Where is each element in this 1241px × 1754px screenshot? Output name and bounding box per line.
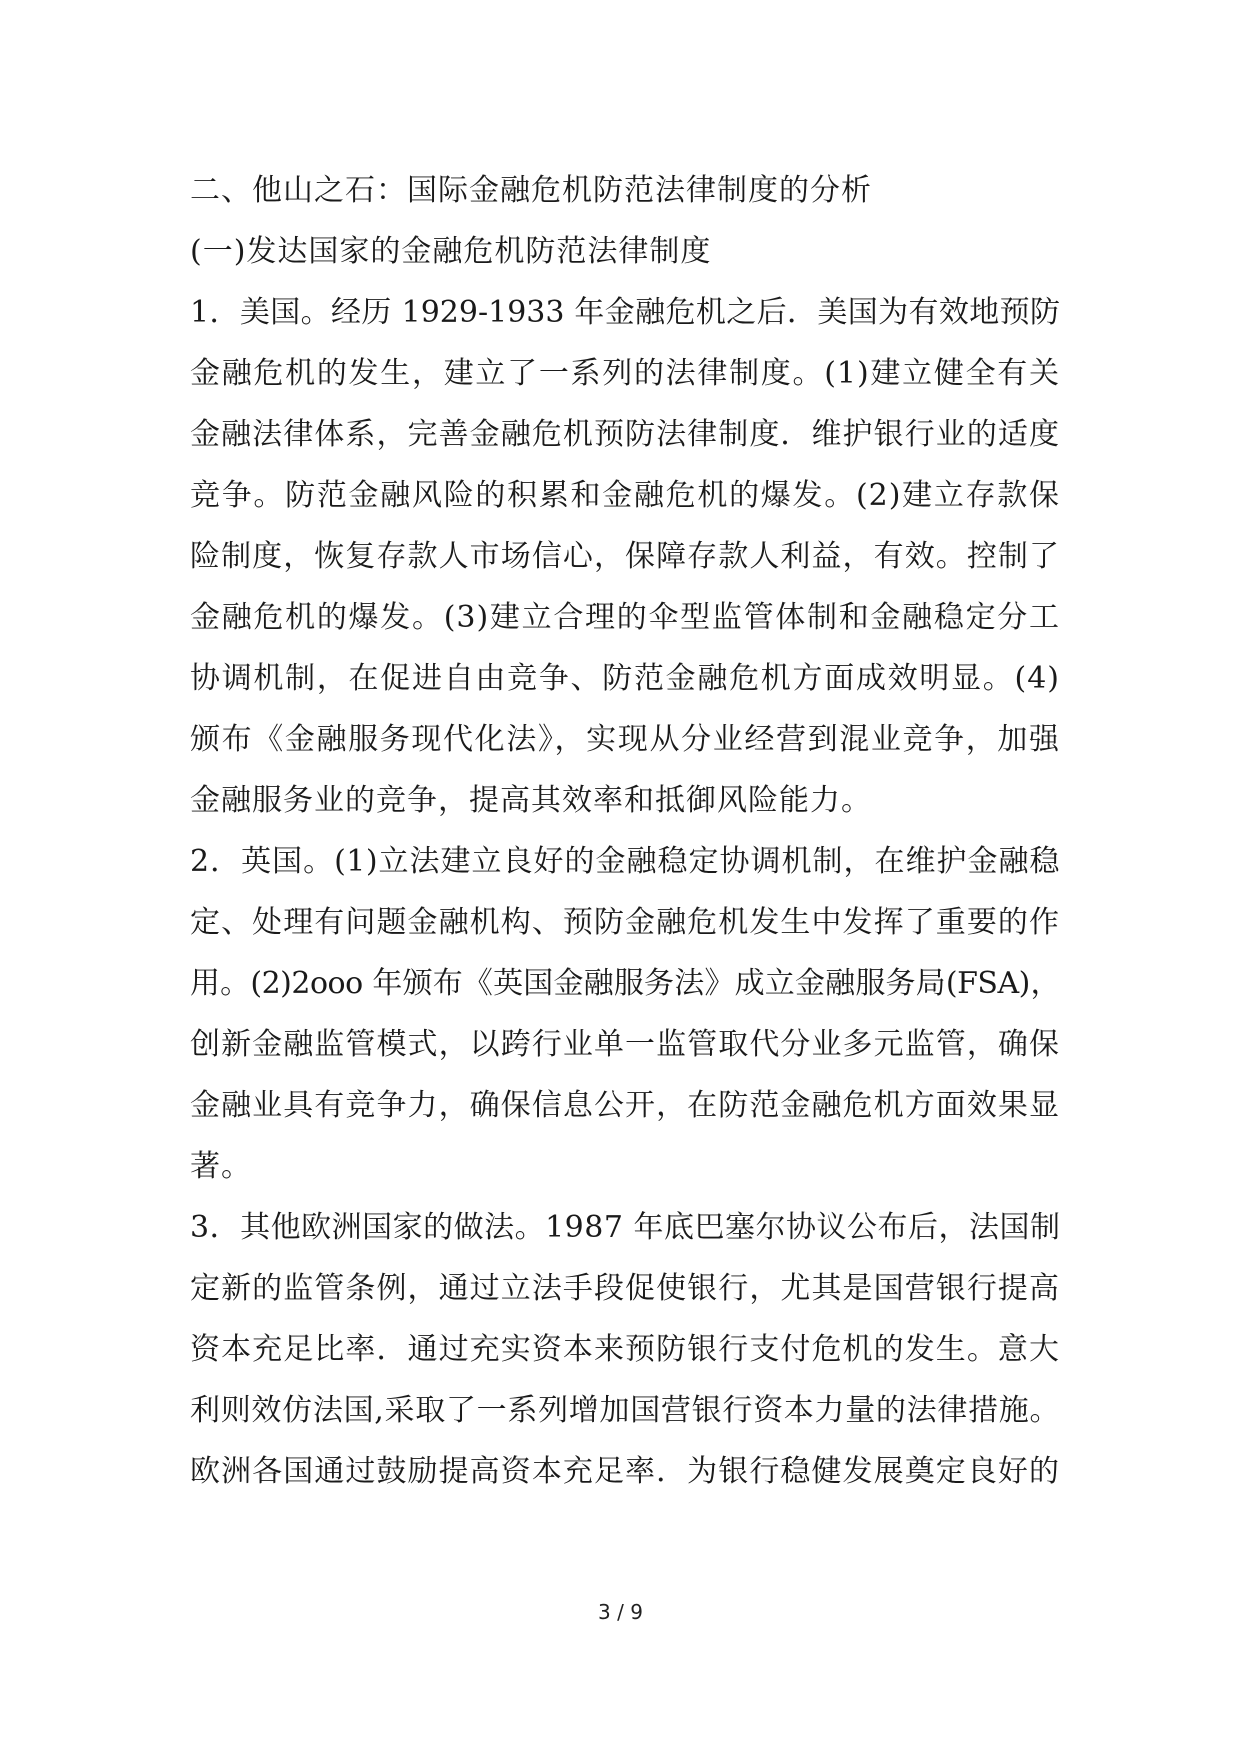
text-line: 用。(2)2ooo 年颁布《英国金融服务法》成立金融服务局(FSA)，	[190, 966, 1060, 1001]
document-body	[190, 160, 1060, 1502]
section-heading: 二、他山之石：国际金融危机防范法律制度的分析	[190, 173, 872, 208]
subsection-heading: (一)发达国家的金融危机防范法律制度	[190, 234, 712, 269]
text-line: 2．英国。(1)立法建立良好的金融稳定协调机制，在维护金融稳	[190, 844, 1060, 879]
text-line: 利则效仿法国,采取了一系列增加国营银行资本力量的法律措施。	[190, 1393, 1060, 1428]
text-line: 金融服务业的竞争，提高其效率和抵御风险能力。	[190, 783, 872, 818]
text-line: 险制度，恢复存款人市场信心，保障存款人利益，有效。控制了	[190, 539, 1060, 574]
text-line: 著。	[190, 1149, 252, 1184]
text-line: 竞争。防范金融风险的积累和金融危机的爆发。(2)建立存款保	[190, 478, 1060, 513]
text-line: 欧洲各国通过鼓励提高资本充足率．为银行稳健发展奠定良好的	[190, 1454, 1060, 1489]
text-line: 3．其他欧洲国家的做法。1987 年底巴塞尔协议公布后，法国制	[190, 1210, 1061, 1245]
text-line: 金融危机的发生，建立了一系列的法律制度。(1)建立健全有关	[190, 356, 1060, 391]
text-line: 协调机制，在促进自由竞争、防范金融危机方面成效明显。(4)	[190, 661, 1060, 696]
page-number: 3 / 9	[598, 1600, 643, 1624]
text-line: 1．美国。经历 1929-1933 年金融危机之后．美国为有效地预防	[190, 295, 1060, 330]
text-line: 颁布《金融服务现代化法》，实现从分业经营到混业竞争，加强	[190, 722, 1060, 757]
text-line: 金融法律体系，完善金融危机预防法律制度．维护银行业的适度	[190, 417, 1060, 452]
text-line: 创新金融监管模式，以跨行业单一监管取代分业多元监管，确保	[190, 1027, 1060, 1062]
text-line: 定、处理有问题金融机构、预防金融危机发生中发挥了重要的作	[190, 905, 1060, 940]
text-line: 定新的监管条例，通过立法手段促使银行，尤其是国营银行提高	[190, 1271, 1060, 1306]
text-line: 金融业具有竞争力，确保信息公开，在防范金融危机方面效果显	[190, 1088, 1060, 1123]
text-line: 金融危机的爆发。(3)建立合理的伞型监管体制和金融稳定分工	[190, 600, 1060, 635]
text-line: 资本充足比率．通过充实资本来预防银行支付危机的发生。意大	[190, 1332, 1060, 1367]
